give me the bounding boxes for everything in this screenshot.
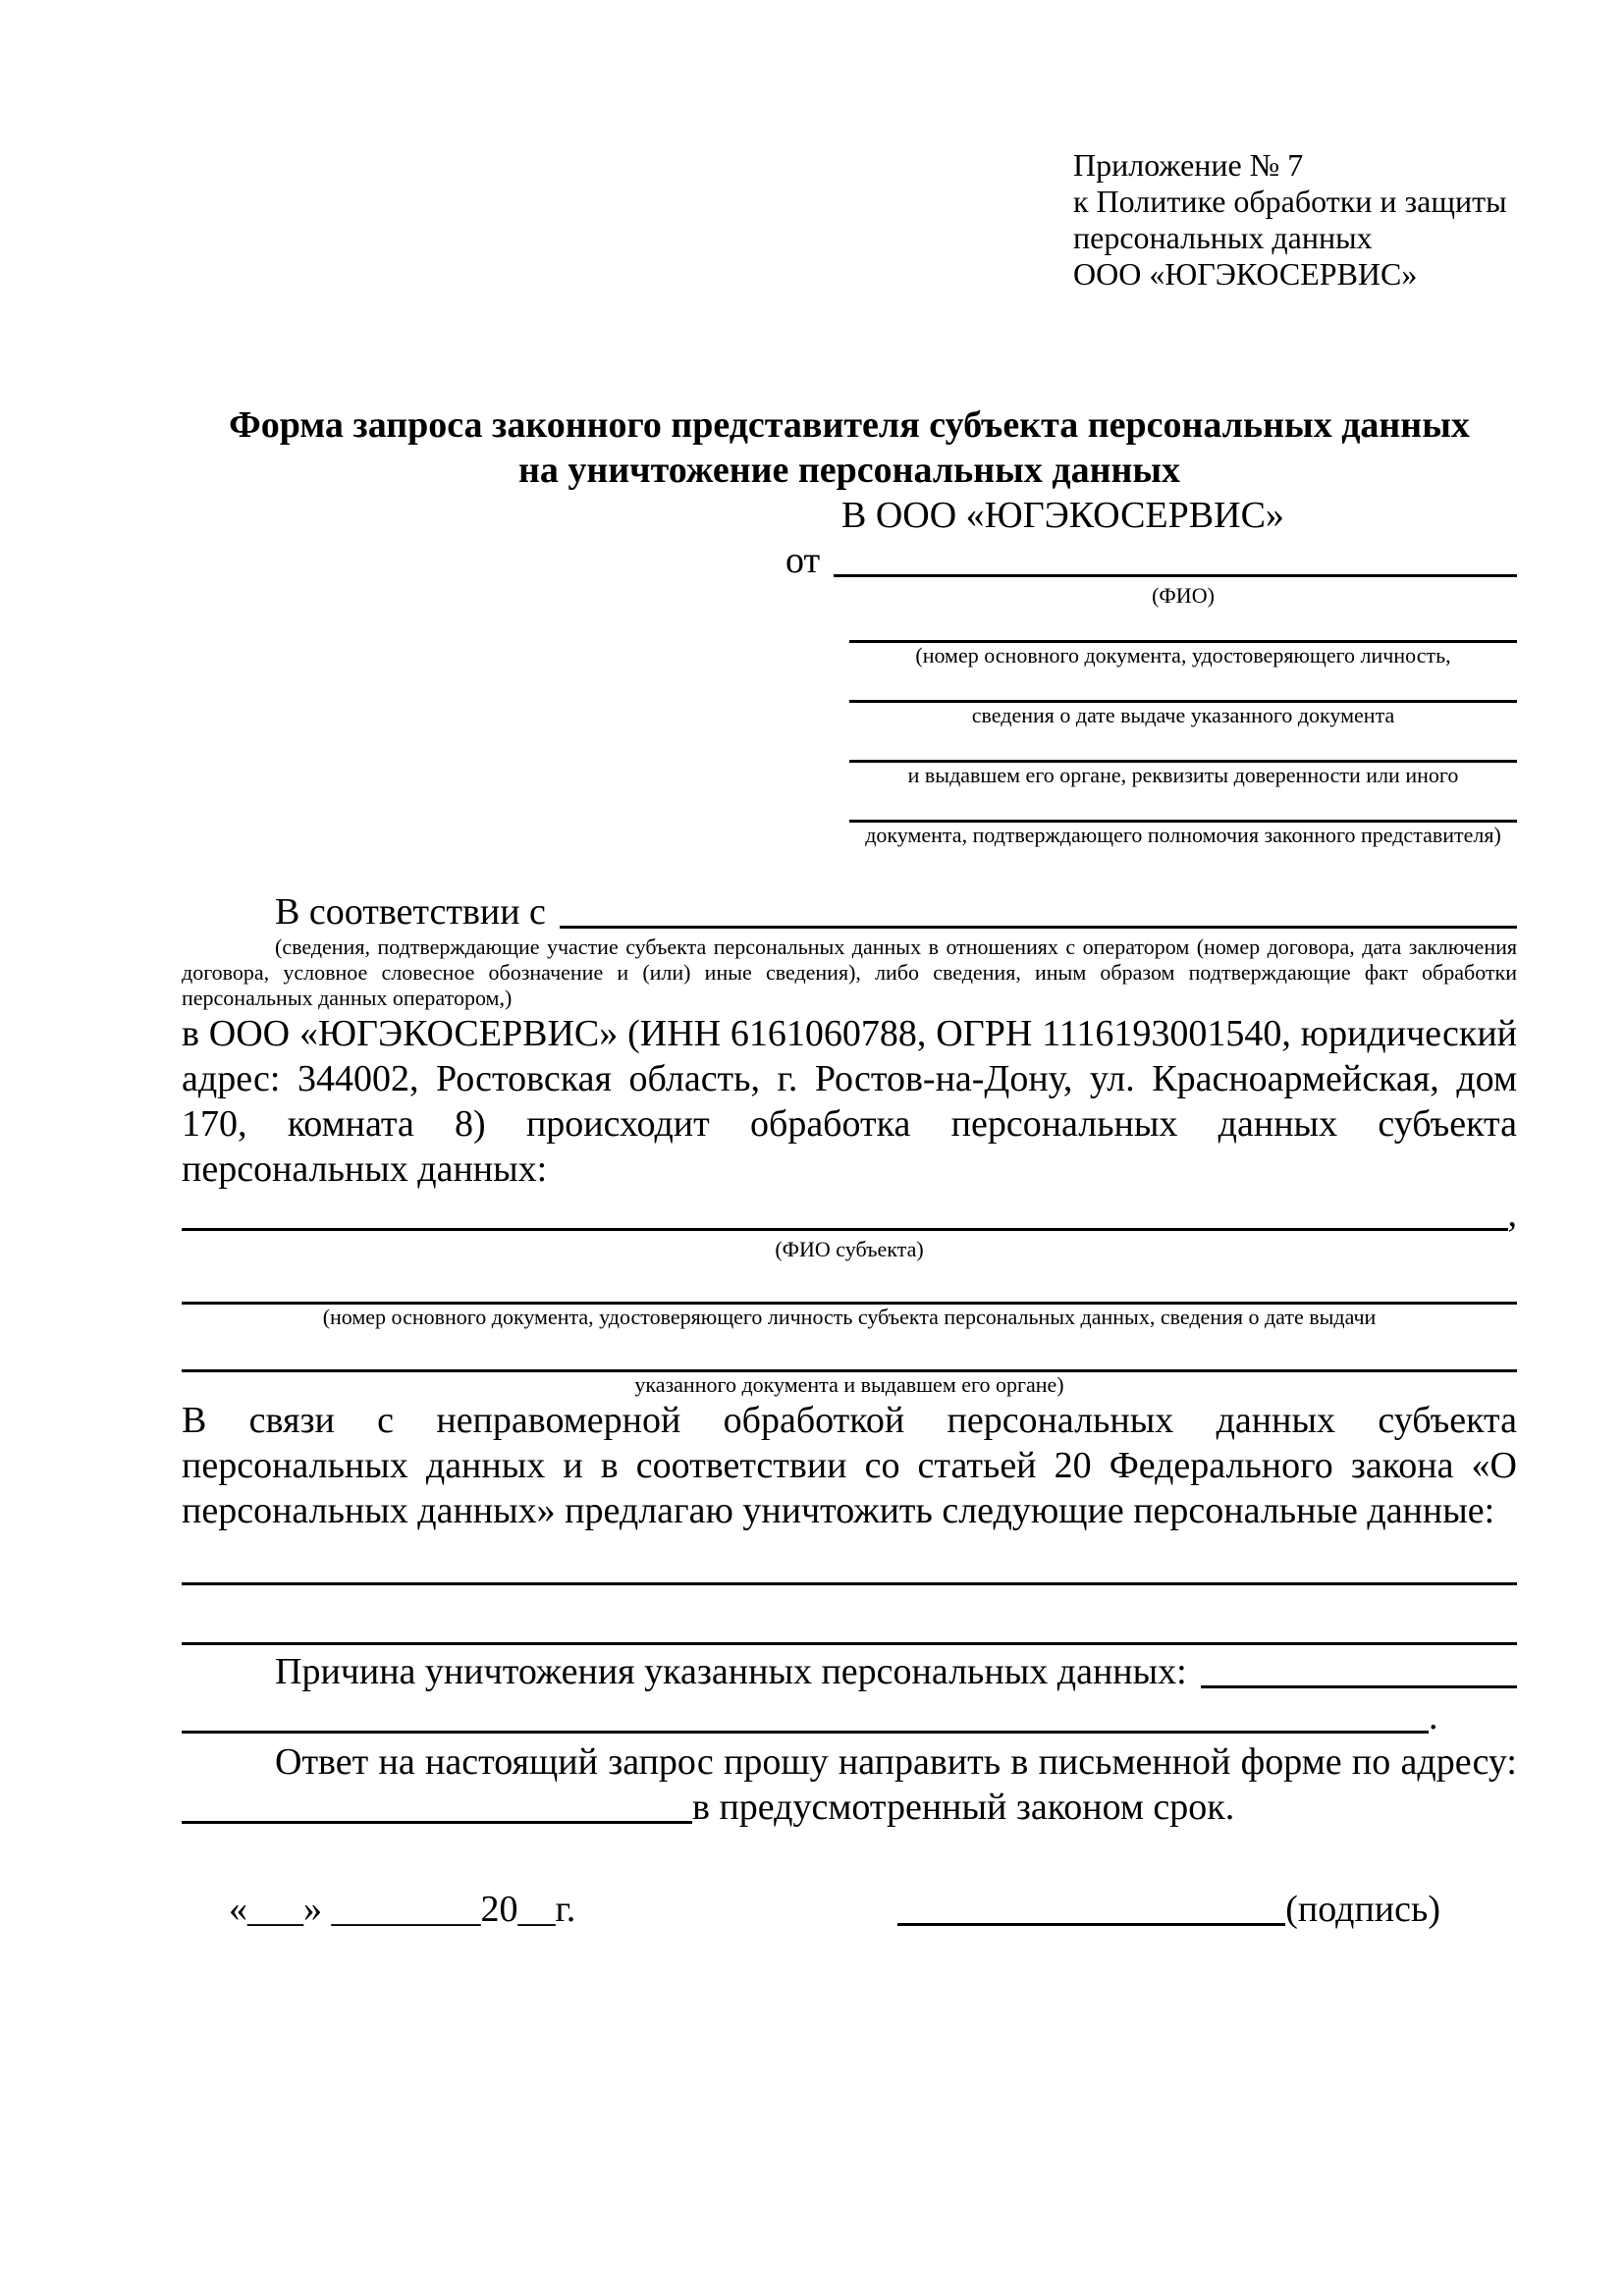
subject-fio-row [182,1192,1517,1237]
destroy-data-blank-line-1 [182,1533,1517,1585]
date-blank: «___» ________20__г. [229,1889,576,1930]
signature-blank [897,1922,1285,1926]
appendix-note-line-2: к Политике обработки и защиты [1073,184,1507,219]
address-blank [182,1820,692,1824]
recipient-block [785,493,1517,848]
doc-caption-2: сведения о дате выдаче указанного документа [971,703,1395,727]
accordance-row [182,889,1517,934]
from-row [785,538,1517,583]
reason-end-blank [182,1730,1429,1734]
form-title [182,402,1517,493]
doc-blank-line-3 [849,728,1517,763]
signature-row [182,1887,1517,1932]
doc-caption-3: и выдавшем его органе, реквизиты доверенности или иного [907,763,1459,787]
subject-doc-caption-1: (номер основного документа, удостоверяющего личность субъекта персональных данных, сведения о дате выдачи [322,1305,1377,1329]
accordance-label: В соответствии с [275,891,546,933]
subject-doc-blank-line-1 [182,1262,1517,1305]
address-row [182,1785,1517,1830]
from-name-blank [834,573,1517,577]
reason-end-row [182,1694,1517,1739]
signature-caption: (подпись) [1285,1889,1440,1930]
doc-blank-line-1 [849,609,1517,643]
appendix-note-line-3: персональных данных [1073,220,1373,255]
from-label: от [785,540,821,581]
doc-blank-line-2 [849,668,1517,703]
appendix-note [1073,147,1517,293]
doc-blank-line-4 [849,788,1517,823]
appendix-note-line-1: Приложение № 7 [1073,147,1304,183]
operator-paragraph: в ООО «ЮГЭКОСЕРВИС» (ИНН 6161060788, ОГРН 1116193001540, юридический адрес: 344002, Ростовская область, г. Ростов-на-Дону, ул. Красноармейская, дом 170, комната 8) происходит обработка персональных данных субъекта персональных данных: [182,1013,1517,1190]
accordance-note: (сведения, подтверждающие участие субъекта персональных данных в отношениях с оператором (номер договора, дата заключения договора, условное словесное обозначение и (или) иные сведения), либо сведения, иным образом подтверждающие факт обработки персональных данных оператором,) [182,934,1517,1010]
form-title-line-1: Форма запроса законного представителя субъекта персональных данных [229,404,1470,446]
recipient-to: В ООО «ЮГЭКОСЕРВИС» [841,495,1284,536]
appendix-note-line-4: ООО «ЮГЭКОСЕРВИС» [1073,256,1418,292]
doc-caption-1: (номер основного документа, удостоверяющего личность, [915,643,1451,667]
destroy-data-blank-line-2 [182,1593,1517,1645]
subject-doc-blank-line-2 [182,1330,1517,1372]
answer-tail: в предусмотренный законом срок. [692,1787,1235,1828]
subject-doc-caption-2: указанного документа и выдавшем его органе) [634,1372,1064,1397]
fio-caption: (ФИО) [1152,583,1215,608]
period-suffix: . [1429,1696,1438,1737]
subject-fio-caption: (ФИО субъекта) [775,1237,924,1261]
comma-suffix: , [1507,1194,1517,1235]
request-paragraph: В связи с неправомерной обработкой персональных данных субъекта персональных данных и в соответствии со статьей 20 Федерального закона «О персональных данных» предлагаю уничтожить следующие персональные данные: [182,1400,1517,1531]
accordance-blank [560,925,1517,929]
reason-row [182,1649,1517,1694]
subject-fio-blank [182,1227,1508,1231]
form-title-line-2: на уничтожение персональных данных [517,450,1181,491]
doc-caption-4: документа, подтверждающего полномочия законного представителя) [865,823,1501,847]
reason-label: Причина уничтожения указанных персональных данных: [275,1651,1187,1692]
reason-blank [1201,1684,1517,1688]
answer-paragraph: Ответ на настоящий запрос прошу направить в письменной форме по адресу: [275,1741,1517,1783]
